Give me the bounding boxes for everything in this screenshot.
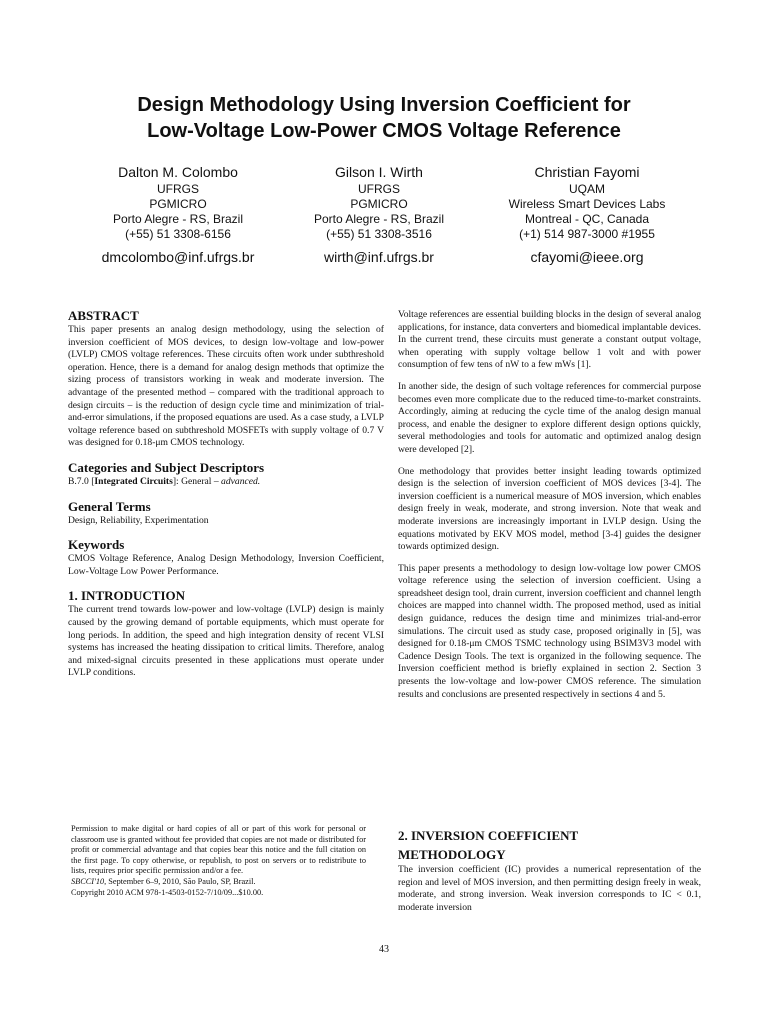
section-2-heading: 2. INVERSION COEFFICIENT METHODOLOGY bbox=[398, 828, 579, 862]
copyright-line: Copyright 2010 ACM 978-1-4503-0152-7/10/09...$10.00. bbox=[71, 887, 264, 897]
title-line-2: Low-Voltage Low-Power CMOS Voltage Reference bbox=[147, 120, 621, 142]
author-affiliation: UQAM bbox=[569, 182, 605, 196]
abstract-heading: ABSTRACT bbox=[68, 308, 139, 323]
section-2-text: The inversion coefficient (IC) provides a numerical representation of the region and level of MOS inversion, and then permitting design freely in weak, moderate, and strong inversion. Weak inversion corresponds to IC < 0.1, moderate inversion bbox=[398, 864, 701, 913]
body-paragraph: This paper presents a methodology to design low-voltage low power CMOS voltage reference using the selection of inversion coefficient. Using a spreadsheet design tool, drain current, inversion coefficient and channel length choices are mapped into channel width. The proposed method, used as initial design guidance, reduces the design time and minimizes trial-and-error simulations. The circuit used as study case, proposed originally in [5], was designed for 0.18-μm CMOS TSMC technology using BSIM3V3 model with Cadence Design Tools. The text is organized in the following sequence. The Inversion coefficient method is briefly explained in section 2. Section 3 presents the low-voltage and low-power CMOS reference. The simulation results and conclusions are presented respectively in sections 4 and 5. bbox=[398, 562, 701, 700]
author-location: Porto Alegre - RS, Brazil bbox=[112, 212, 244, 226]
right-column bbox=[398, 309, 701, 710]
author-location: Porto Alegre - RS, Brazil bbox=[313, 212, 445, 226]
author-email: wirth@inf.ufrgs.br bbox=[324, 249, 434, 265]
categories-heading: Categories and Subject Descriptors bbox=[68, 459, 265, 475]
keywords-text: CMOS Voltage Reference, Analog Design Methodology, Inversion Coefficient, Low-Voltage Low Power Performance. bbox=[68, 553, 384, 577]
author-affiliation: Wireless Smart Devices Labs bbox=[508, 197, 666, 211]
general-terms-text: Design, Reliability, Experimentation bbox=[68, 514, 209, 526]
author-phone: (+55) 51 3308-3516 bbox=[326, 227, 432, 241]
body-paragraph: One methodology that provides better insight leading towards optimized design is the selection of inversion coefficient of MOS devices [3-4]. The inversion coefficient is a numerical measure of MOS inversion, which enables design freely in weak, moderate, and strong inversion. Note that weak and moderate inversions are increasingly important in LVLP design. Using the equations motivated by EKV MOS model, method [3-4] guides the designer towards optimized design. bbox=[398, 465, 701, 553]
page-number: 43 bbox=[379, 944, 389, 955]
author-name: Dalton M. Colombo bbox=[118, 164, 238, 180]
introduction-text: The current trend towards low-power and low-voltage (LVLP) design is mainly caused by the growing demand of portable equipments, which must operate for long periods. In addition, the speed and high integration density of recent VLSI systems has increased the heating dissipation to critical limits. Therefore, analog and mixed-signal circuits presented in these applications must operate under LVLP conditions. bbox=[68, 604, 384, 679]
introduction-heading: 1. INTRODUCTION bbox=[68, 588, 186, 604]
left-column bbox=[68, 308, 384, 680]
permission-text: Permission to make digital or hard copies of all or part of this work for personal or classroom use is granted without fee provided that copies are not made or distributed for profit or commercial advantage and that copies bear this notice and the full citation on the first page. To copy otherwise, or republish, to post on servers or to redistribute to lists, requires prior specific permission and/or a fee. bbox=[71, 824, 366, 876]
author-email: cfayomi@ieee.org bbox=[530, 249, 644, 265]
general-terms-heading: General Terms bbox=[68, 498, 151, 514]
author-affiliation: UFRGS bbox=[358, 182, 400, 196]
author-affiliation: PGMICRO bbox=[350, 197, 408, 211]
author-block bbox=[63, 163, 293, 266]
title-line-1: Design Methodology Using Inversion Coefficient for bbox=[137, 94, 631, 116]
author-phone: (+55) 51 3308-6156 bbox=[125, 227, 231, 241]
author-name: Christian Fayomi bbox=[534, 164, 640, 180]
abstract-text: This paper presents an analog design methodology, using the selection of inversion coefficient of MOS devices, to design low-voltage and low-power (LVLP) CMOS voltage references. These circuits often work under subthreshold operation. Hence, there is a demand for analog design methods that optimize the sizing process of transistors working in weak and moderate inversion. The advantage of the presented method – compared with the traditional approach to design circuits – is the reduction of design cycle time and minimization of trial-and-error simulations, if the proposed equations are used. As a case study, a LVLP voltage reference based on subthreshold MOSFETs with supply voltage of 0.7 V was designed for 0.18-μm CMOS technology. bbox=[68, 324, 384, 449]
author-phone: (+1) 514 987-3000 #1955 bbox=[519, 227, 655, 241]
keywords-heading: Keywords bbox=[68, 537, 125, 553]
author-email: dmcolombo@inf.ufrgs.br bbox=[101, 249, 255, 265]
author-block bbox=[264, 163, 494, 266]
permission-notice bbox=[71, 824, 366, 898]
author-name: Gilson I. Wirth bbox=[335, 164, 423, 180]
author-block bbox=[472, 163, 702, 266]
author-location: Montreal - QC, Canada bbox=[524, 212, 650, 226]
section-2 bbox=[398, 826, 701, 914]
paper-title bbox=[0, 92, 768, 144]
body-paragraph: Voltage references are essential building blocks in the design of several analog applications, for instance, data converters and biomedical implantable devices. In the current trend, these circuits must generate a constant output voltage, when operating with supply voltage bellow 1 volt and with power consumption of few tens of nW to a few mWs [1]. bbox=[398, 309, 701, 371]
body-paragraph: In another side, the design of such voltage references for commercial purpose becomes even more complicate due to the reduced time-to-market constraints. Accordingly, aiming at reducing the cycle time of the analog design manual process, and enable the designer to explore different design options quickly, several methodologies and tools for automatic and optimized analog design were developed [2]. bbox=[398, 380, 701, 455]
author-affiliation: PGMICRO bbox=[149, 197, 207, 211]
venue-line: SBCCI'10, September 6–9, 2010, São Paulo, SP, Brazil. bbox=[71, 876, 256, 886]
author-affiliation: UFRGS bbox=[157, 182, 199, 196]
categories-text: B.7.0 [Integrated Circuits]: General – advanced. bbox=[68, 475, 261, 487]
